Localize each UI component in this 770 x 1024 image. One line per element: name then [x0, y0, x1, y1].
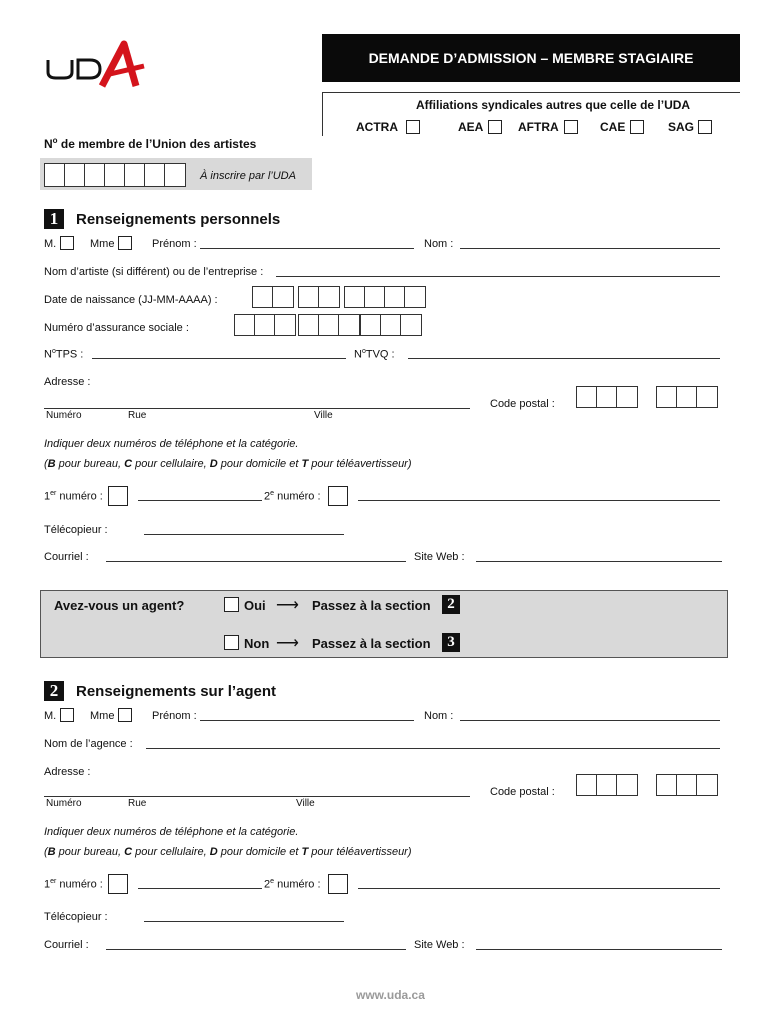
agent-oui-label: Oui [244, 598, 266, 613]
tps-field[interactable] [92, 358, 346, 359]
birth-year-cells[interactable] [344, 286, 426, 308]
affil-aea-checkbox[interactable] [488, 120, 502, 134]
tvq-field[interactable] [408, 358, 720, 359]
prenom-field[interactable] [200, 248, 414, 249]
nas-cells-2[interactable] [298, 314, 360, 336]
ville-caption: Ville [314, 410, 333, 421]
nas-label: Numéro d’assurance sociale : [44, 322, 189, 334]
agent-num1-category-box[interactable] [108, 874, 128, 894]
mme-checkbox[interactable] [118, 236, 132, 250]
section1-number: 1 [44, 209, 64, 229]
num2-field[interactable] [358, 500, 720, 501]
agent-nom-label: Nom : [424, 710, 454, 722]
site-web-label: Site Web : [414, 551, 465, 563]
agent-courriel-label: Courriel : [44, 939, 89, 951]
agent-code-postal-cells-2[interactable] [656, 774, 718, 796]
num1-label: 1er numéro : [44, 490, 103, 503]
agent-non-checkbox[interactable] [224, 635, 239, 650]
nom-agence-label: Nom de l’agence : [44, 738, 133, 750]
nas-cells-1[interactable] [234, 314, 296, 336]
agent-num2-category-box[interactable] [328, 874, 348, 894]
nom-label: Nom : [424, 238, 454, 250]
agent-num2-label: 2e numéro : [264, 878, 321, 891]
goto-section2-number: 2 [442, 595, 460, 614]
num2-label: 2e numéro : [264, 490, 321, 503]
agent-telecopieur-field[interactable] [144, 921, 344, 922]
nas-cells-3[interactable] [360, 314, 422, 336]
adresse-field[interactable] [44, 408, 470, 409]
mme-label: Mme [90, 238, 115, 250]
tps-label: $N^oTPS$ : [44, 348, 84, 361]
phone-categories: (B pour bureau, C pour cellulaire, D pour domicile et T pour téléavertisseur) [44, 458, 412, 470]
agent-num1-label: 1er numéro : [44, 878, 103, 891]
nom-artiste-field[interactable] [276, 276, 720, 277]
code-postal-cells-2[interactable] [656, 386, 718, 408]
footer-url: www.uda.ca [356, 988, 425, 1002]
agent-prenom-field[interactable] [200, 720, 414, 721]
tvq-label: $N^oTVQ$ : [354, 348, 395, 361]
agent-m-checkbox[interactable] [60, 708, 74, 722]
agent-phone-categories: (B pour bureau, C pour cellulaire, D pour domicile et T pour téléavertisseur) [44, 846, 412, 858]
agent-site-web-field[interactable] [476, 949, 722, 950]
num1-field[interactable] [138, 500, 262, 501]
affil-cae-checkbox[interactable] [630, 120, 644, 134]
agent-num1-field[interactable] [138, 888, 262, 889]
affil-sag-checkbox[interactable] [698, 120, 712, 134]
agent-site-web-label: Site Web : [414, 939, 465, 951]
agent-numero-caption: Numéro [46, 798, 82, 809]
prenom-label: Prénom : [152, 238, 197, 250]
num2-category-box[interactable] [328, 486, 348, 506]
agent-code-postal-label: Code postal : [490, 786, 555, 798]
courriel-field[interactable] [106, 561, 406, 562]
adresse-label: Adresse : [44, 376, 91, 388]
agent-code-postal-cells-1[interactable] [576, 774, 638, 796]
affil-aftra-label: AFTRA [518, 120, 559, 134]
arrow-right-icon: ⟶ [276, 635, 299, 652]
arrow-right-icon: ⟶ [276, 597, 299, 614]
nom-agence-field[interactable] [146, 748, 720, 749]
agent-question: Avez-vous un agent? [54, 598, 185, 613]
uda-logo [44, 40, 154, 90]
rue-caption: Rue [128, 410, 147, 421]
member-number-note: À inscrire par l’UDA [200, 170, 296, 182]
affil-actra-label: ACTRA [356, 120, 398, 134]
agent-adresse-label: Adresse : [44, 766, 91, 778]
agent-nom-field[interactable] [460, 720, 720, 721]
affil-sag-label: SAG [668, 120, 695, 134]
agent-prenom-label: Prénom : [152, 710, 197, 722]
date-naissance-label: Date de naissance (JJ-MM-AAAA) : [44, 294, 218, 306]
numero-caption: Numéro [46, 410, 82, 421]
code-postal-label: Code postal : [490, 398, 555, 410]
agent-telecopieur-label: Télécopieur : [44, 911, 108, 923]
affil-cae-label: CAE [600, 120, 626, 134]
nom-field[interactable] [460, 248, 720, 249]
courriel-label: Courriel : [44, 551, 89, 563]
agent-mme-label: Mme [90, 710, 115, 722]
agent-ville-caption: Ville [296, 798, 315, 809]
agent-courriel-field[interactable] [106, 949, 406, 950]
goto-section2-text: Passez à la section [312, 598, 431, 613]
num1-category-box[interactable] [108, 486, 128, 506]
phone-instructions: Indiquer deux numéros de téléphone et la catégorie. [44, 438, 299, 450]
agent-num2-field[interactable] [358, 888, 720, 889]
goto-section3-text: Passez à la section [312, 636, 431, 651]
telecopieur-label: Télécopieur : [44, 524, 108, 536]
site-web-field[interactable] [476, 561, 722, 562]
affil-aftra-checkbox[interactable] [564, 120, 578, 134]
form-title: DEMANDE D’ADMISSION – MEMBRE STAGIAIRE [368, 50, 694, 66]
section2-title: Renseignements sur l’agent [76, 683, 277, 700]
agent-phone-instructions: Indiquer deux numéros de téléphone et la catégorie. [44, 826, 299, 838]
code-postal-cells-1[interactable] [576, 386, 638, 408]
affil-aea-label: AEA [458, 120, 484, 134]
agent-oui-checkbox[interactable] [224, 597, 239, 612]
agent-adresse-field[interactable] [44, 796, 470, 797]
affil-actra-checkbox[interactable] [406, 120, 420, 134]
section2-number: 2 [44, 681, 64, 701]
birth-month-cells[interactable] [298, 286, 340, 308]
agent-mme-checkbox[interactable] [118, 708, 132, 722]
agent-non-label: Non [244, 636, 270, 651]
telecopieur-field[interactable] [144, 534, 344, 535]
form-title-bar [322, 34, 740, 82]
affiliations-title: Affiliations syndicales autres que celle de l’UDA [416, 98, 691, 112]
member-number-cells [44, 163, 186, 187]
birth-day-cells[interactable] [252, 286, 294, 308]
goto-section3-number: 3 [442, 633, 460, 652]
agent-m-label: M. [44, 710, 57, 722]
m-checkbox[interactable] [60, 236, 74, 250]
section1-title: Renseignements personnels [76, 211, 281, 228]
m-label: M. [44, 238, 57, 250]
agent-rue-caption: Rue [128, 798, 147, 809]
nom-artiste-label: Nom d’artiste (si différent) ou de l’entreprise : [44, 266, 264, 278]
member-number-label: $N^o$ de membre de l’Union des artistes [44, 136, 257, 151]
